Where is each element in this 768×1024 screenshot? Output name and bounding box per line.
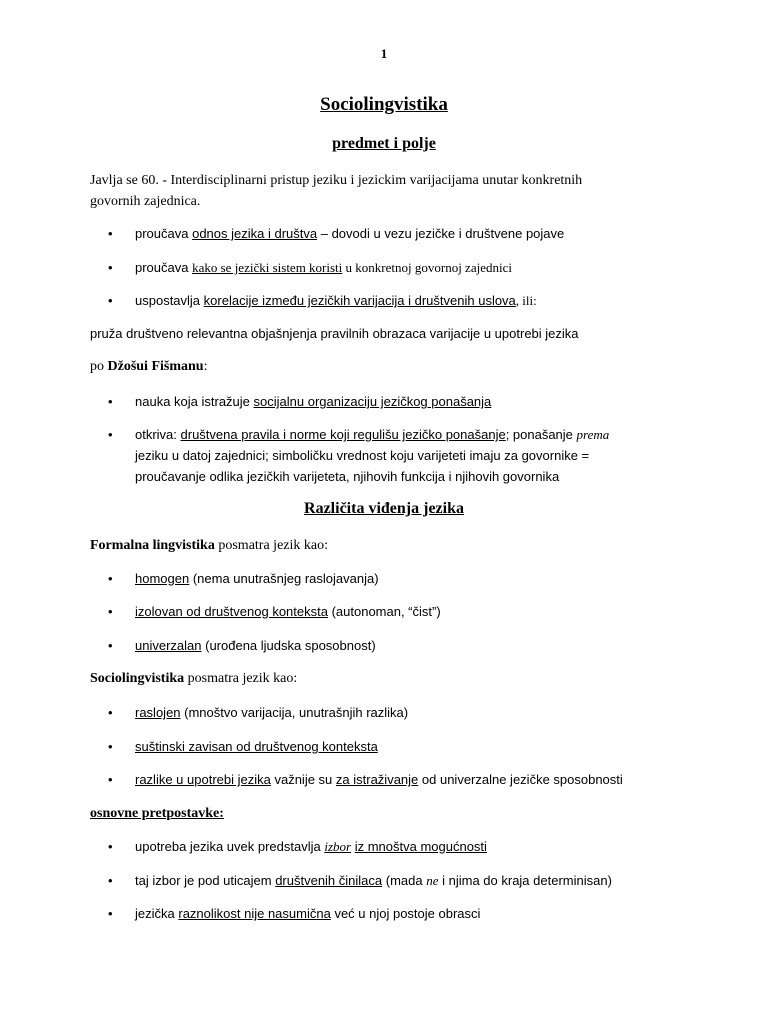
socio-bold: Sociolingvistika (90, 671, 185, 686)
item-italic-text: prema (576, 427, 610, 442)
item-underlined-text: suštinski zavisan od društvenog konteksta (135, 739, 378, 754)
item-text: od univerzalne jezičke sposobnosti (418, 772, 623, 787)
list-item (108, 836, 678, 857)
item-underlined-text: raslojen (135, 705, 181, 720)
list-item (108, 635, 678, 656)
item-underlined-text: društvena pravila i norme koji regulišu jezičko ponašanje (180, 427, 506, 442)
list-item (108, 223, 678, 244)
item-text: (urođena ljudska sposobnost) (201, 638, 376, 653)
item-text: (autonoman, “čist”) (327, 604, 441, 619)
bullet-icon: • (108, 739, 113, 754)
item-text: proučava (135, 226, 193, 241)
bullet-icon: • (108, 571, 113, 586)
item-text: otkriva: (135, 427, 181, 442)
bullet-icon: • (108, 873, 113, 888)
item-text: jezička (135, 906, 179, 921)
section-heading: Različita viđenja jezika (304, 500, 464, 517)
list-item (108, 568, 678, 589)
item-underlined-text: društvenih činilaca (275, 873, 383, 888)
socio-line (90, 668, 690, 689)
item-text: već u njoj postoje obrasci (330, 906, 481, 921)
list-item (108, 424, 678, 487)
item-text: (mada (382, 873, 427, 888)
item-underlined-text: univerzalan (135, 638, 202, 653)
bullet-icon: • (108, 226, 113, 241)
list-item (108, 702, 678, 723)
formal-rest: posmatra jezik kao: (214, 538, 328, 553)
item-underlined-text: korelacije između jezičkih varijacija i društvenih uslova (203, 293, 516, 308)
item-text: nauka koja istražuje (135, 394, 254, 409)
list-item (108, 290, 678, 311)
fishman-name: Džošui Fišmanu (107, 359, 204, 374)
item-text: , ili: (515, 293, 537, 308)
fishman-suffix: : (203, 359, 208, 374)
fishman-line (90, 356, 690, 377)
item-text: uspostavlja (135, 293, 204, 308)
formal-line (90, 535, 690, 556)
bullet-icon: • (108, 772, 113, 787)
item-text: ; ponašanje (505, 427, 577, 442)
bullet-icon: • (108, 705, 113, 720)
item-text: važnije su (270, 772, 336, 787)
bullet-icon: • (108, 394, 113, 409)
item-text: u konkretnoj govornoj zajednici (342, 260, 512, 275)
item-text-line-3: proučavanje odlika jezičkih varijeteta, njihovih funkcija i njihovih govornika (135, 469, 560, 484)
assumptions-heading: osnovne pretpostavke: (90, 806, 224, 821)
item-italic-text: ne (426, 873, 439, 888)
item-underlined-text: razlike u upotrebi jezika (135, 772, 271, 787)
item-underlined-text: socijalnu organizaciju jezičkog ponašanja (253, 394, 492, 409)
item-text: upotreba jezika uvek predstavlja (135, 839, 325, 854)
item-text: proučava (135, 260, 193, 275)
intro-paragraph (90, 170, 690, 212)
bullet-icon: • (108, 293, 113, 308)
fishman-prefix: po (90, 359, 108, 374)
list-item (108, 769, 708, 790)
bullet-icon: • (108, 604, 113, 619)
bullet-icon: • (108, 638, 113, 653)
bullet-icon: • (108, 260, 113, 275)
explanation-paragraph: pruža društveno relevantna objašnjenja pravilnih obrazaca varijacije u upotrebi jezika (90, 326, 579, 341)
document-title: Sociolingvistika (320, 94, 448, 115)
list-item (108, 736, 678, 757)
item-text-line-2: jeziku u datoj zajednici; simboličku vrednost koju varijeteti imaju za govornike = (135, 448, 590, 463)
intro-line-2: govornih zajednica. (90, 194, 201, 209)
item-underlined-text: izolovan od društvenog konteksta (135, 604, 328, 619)
item-text: (mnoštvo varijacija, unutrašnjih razlika) (180, 705, 409, 720)
list-item (108, 903, 678, 924)
item-underlined-text: odnos jezika i društva (192, 226, 318, 241)
item-underlined-text: raznolikost nije nasumična (178, 906, 331, 921)
list-item (108, 257, 678, 278)
item-underlined-text: kako se jezički sistem koristi (192, 260, 343, 275)
page-number: 1 (380, 46, 388, 61)
item-text: i njima do kraja determinisan) (438, 873, 612, 888)
bullet-icon: • (108, 427, 113, 442)
item-text: (nema unutrašnjeg raslojavanja) (189, 571, 379, 586)
bullet-icon: • (108, 906, 113, 921)
item-underlined-text: za istraživanje (335, 772, 419, 787)
item-text: – dovodi u vezu jezičke i društvene pojave (317, 226, 565, 241)
item-text: taj izbor je pod uticajem (135, 873, 276, 888)
list-item (108, 391, 678, 412)
list-item (108, 601, 678, 622)
document-subtitle: predmet i polje (332, 135, 436, 152)
list-item (108, 870, 678, 891)
bullet-icon: • (108, 839, 113, 854)
formal-bold: Formalna lingvistika (90, 538, 215, 553)
item-underlined-italic-text: izbor (324, 839, 352, 854)
item-underlined-text: homogen (135, 571, 190, 586)
socio-rest: posmatra jezik kao: (184, 671, 298, 686)
item-underlined-text: iz mnoštva mogućnosti (354, 839, 487, 854)
intro-line-1: Javlja se 60. - Interdisciplinarni pristup jeziku i jezickim varijacijama unutar konkretnih (90, 173, 583, 188)
